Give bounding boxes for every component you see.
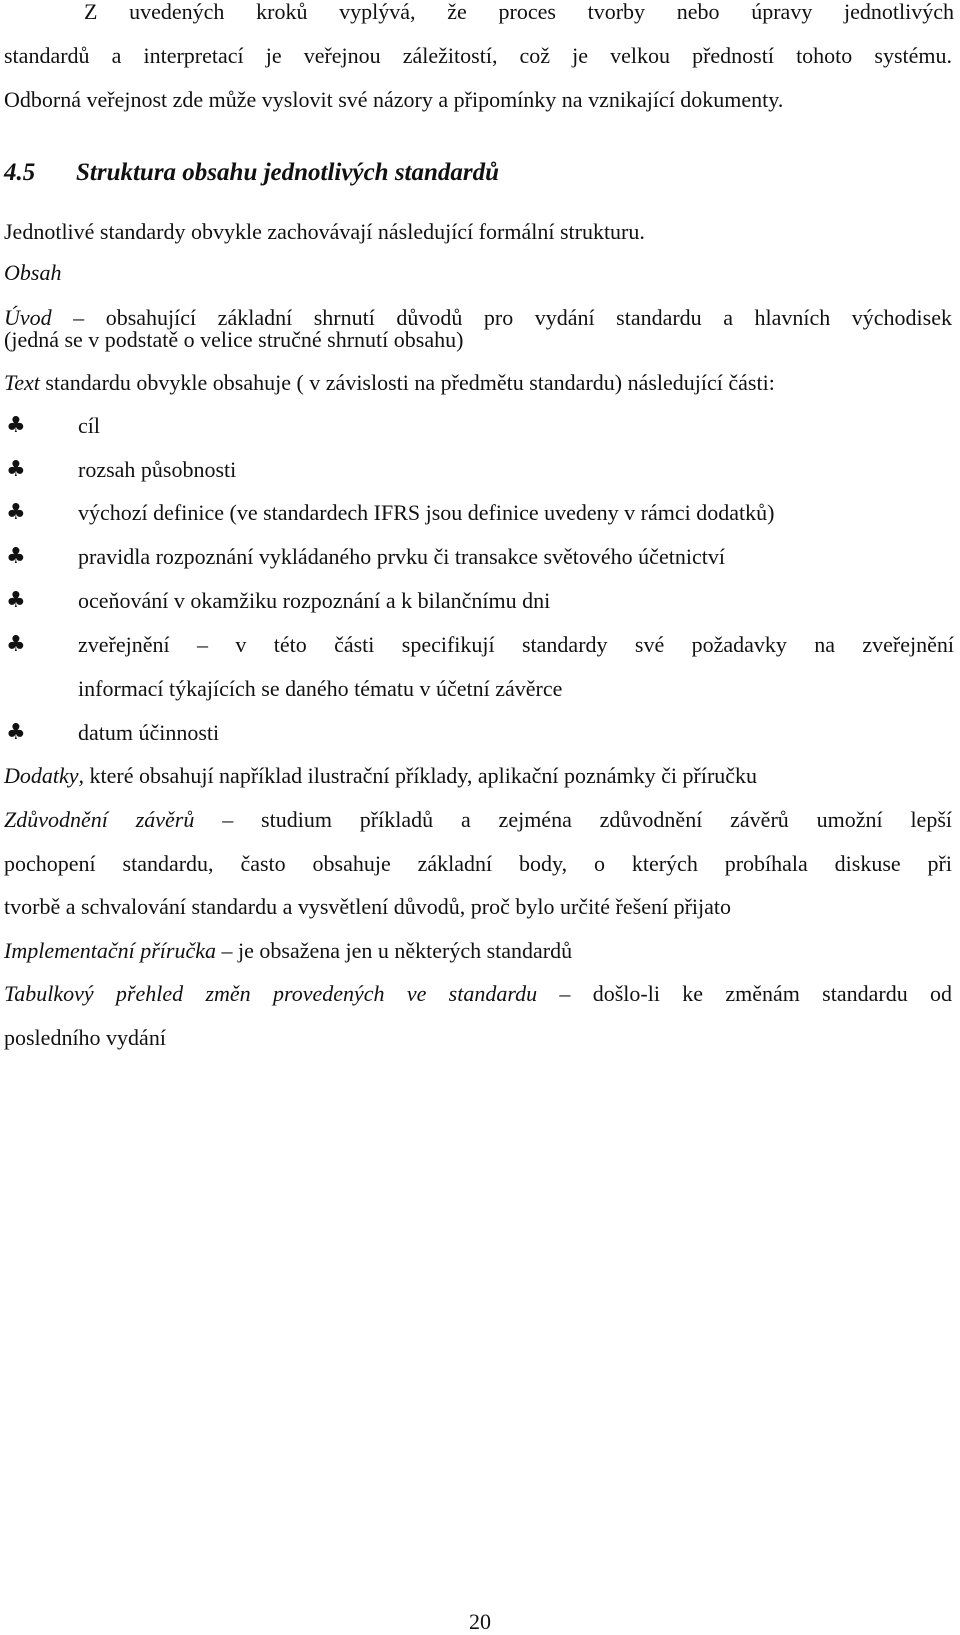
section-title: Struktura obsahu jednotlivých standardů [76, 159, 500, 186]
uvod-term: Úvod [4, 305, 52, 330]
intro-line-3: Odborná veřejnost zde může vyslovit své názory a připomínky na vznikající dokumenty. [4, 87, 784, 112]
tab-term: Tabulkový přehled změn provedených ve standardu [4, 981, 538, 1006]
bullet-item: zveřejnění – v této části specifikují standardy své požadavky na zveřejnění [78, 632, 954, 657]
dodatky-text: , které obsahují například ilustrační příklady, aplikační poznámky či příručku [78, 763, 758, 788]
page-number: 20 [469, 1609, 491, 1634]
bullet-item: pravidla rozpoznání vykládaného prvku či transakce světového účetnictví [78, 544, 725, 569]
intro-line-1: Z uvedených kroků vyplývá, že proces tvorby nebo úpravy jednotlivých [84, 0, 954, 24]
section-heading [4, 159, 952, 187]
uvod-line-2: (jedná se v podstatě o velice stručné shrnutí obsahu) [4, 327, 464, 352]
club-bullet-icon: ♣ [6, 413, 26, 438]
tab-line-2: posledního vydání [4, 1025, 166, 1050]
bullet-item: rozsah působnosti [78, 457, 237, 482]
impl-term: Implementační příručka [4, 938, 216, 963]
tab-text-1: – došlo-li ke změnám standardu od [537, 981, 952, 1006]
section-number: 4.5 [4, 159, 36, 186]
zduvodneni-term: Zdůvodnění závěrů [4, 807, 195, 832]
section-lead: Jednotlivé standardy obvykle zachovávají následující formální strukturu. [4, 219, 645, 244]
dodatky-term: Dodatky [4, 763, 79, 788]
zduvodneni-line-2: pochopení standardu, často obsahuje základní body, o kterých probíhala diskuse při [4, 851, 952, 876]
dodatky-line [4, 762, 952, 790]
obsah-label: Obsah [4, 260, 62, 285]
club-bullet-icon: ♣ [6, 632, 26, 657]
text-line [4, 369, 952, 397]
bullet-item-continued: informací týkajících se daného tématu v účetní závěrce [78, 676, 563, 701]
bullet-item: výchozí definice (ve standardech IFRS jsou definice uvedeny v rámci dodatků) [78, 500, 775, 525]
zduvodneni-line-1 [4, 806, 952, 834]
impl-text: – je obsažena jen u některých standardů [216, 938, 573, 963]
tab-line-1 [4, 980, 952, 1008]
bullet-item: datum účinnosti [78, 720, 220, 745]
zduvodneni-line-3: tvorbě a schvalování standardu a vysvětlení důvodů, proč bylo určité řešení přijato [4, 894, 732, 919]
club-bullet-icon: ♣ [6, 588, 26, 613]
club-bullet-icon: ♣ [6, 544, 26, 569]
uvod-text-1: – obsahující základní shrnutí důvodů pro vydání standardu a hlavních východisek [51, 305, 952, 330]
impl-line [4, 937, 952, 965]
bullet-item: cíl [78, 413, 100, 438]
text-rest: standardu obvykle obsahuje ( v závislosti na předmětu standardu) následující části: [39, 370, 775, 395]
club-bullet-icon: ♣ [6, 457, 26, 482]
zduvodneni-text-1: – studium příkladů a zejména zdůvodnění závěrů umožní lepší [194, 807, 952, 832]
text-term: Text [4, 370, 40, 395]
bullet-item: oceňování v okamžiku rozpoznání a k bilančnímu dni [78, 588, 551, 613]
intro-line-2: standardů a interpretací je veřejnou záležitostí, což je velkou předností tohoto systému. [4, 43, 952, 68]
club-bullet-icon: ♣ [6, 500, 26, 525]
club-bullet-icon: ♣ [6, 720, 26, 745]
